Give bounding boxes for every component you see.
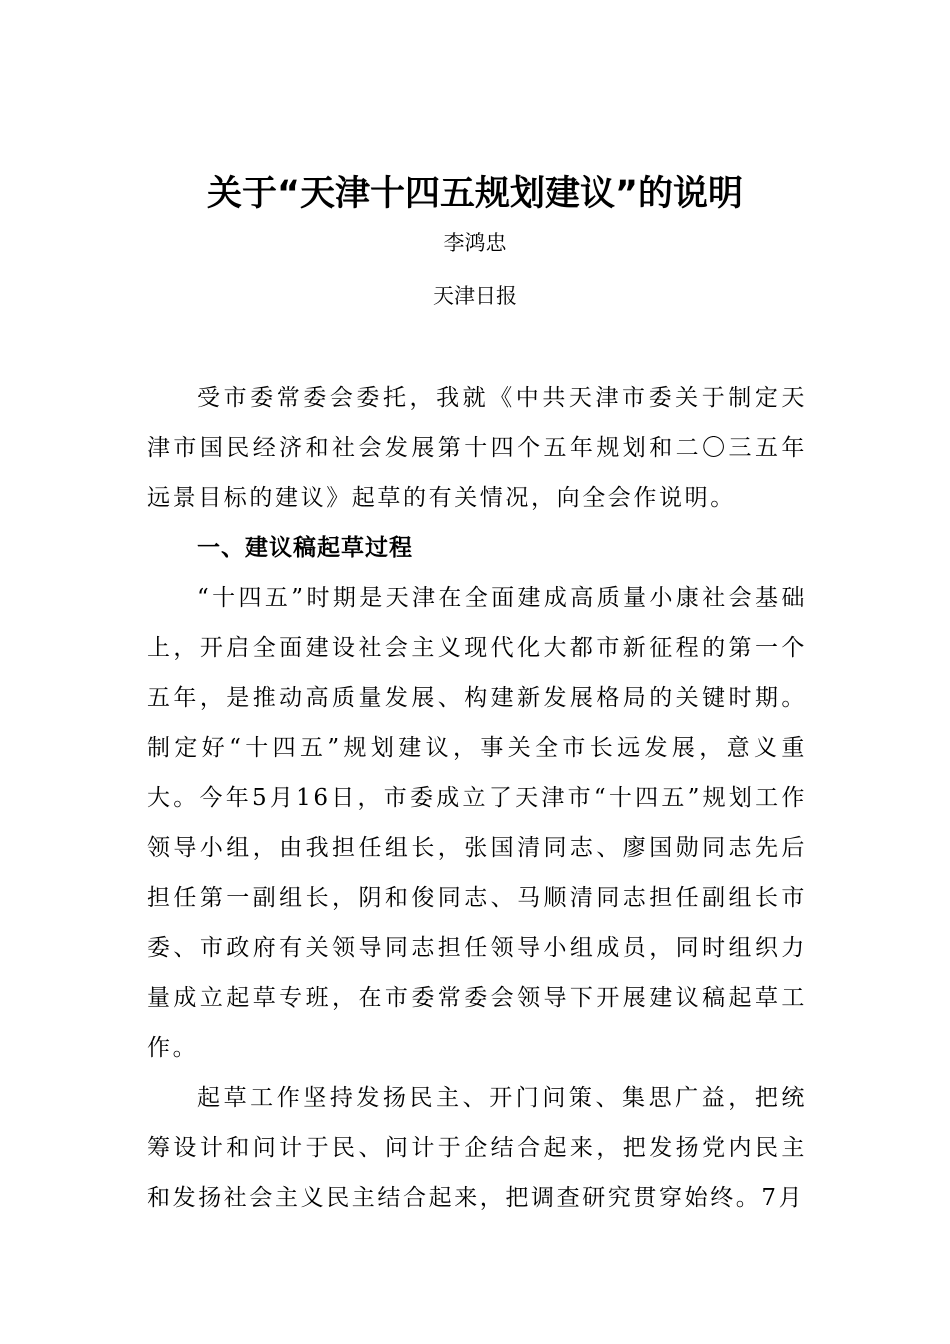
intro-paragraph: 受市委常委会委托，我就《中共天津市委关于制定天津市国民经济和社会发展第十四个五年规划和二〇三五年远景目标的建议》起草的有关情况，向全会作说明。	[147, 385, 807, 511]
section-heading: 一、建议稿起草过程	[197, 535, 413, 561]
body-paragraph: “十四五”时期是天津在全面建成高质量小康社会基础上，开启全面建设社会主义现代化大都市新征程的第一个五年，是推动高质量发展、构建新发展格局的关键时期。制定好“十四五”规划建议，事关全市长远发展，意义重大。今年5月16日，市委成立了天津市“十四五”规划工作领导小组，由我担任组长，张国清同志、廖国勋同志先后担任第一副组长，阴和俊同志、马顺清同志担任副组长市委、市政府有关领导同志担任领导小组成员，同时组织力量成立起草专班，在市委常委会领导下开展建议稿起草工作。	[147, 585, 807, 1061]
author-name: 李鸿忠	[443, 231, 507, 255]
document-title: 关于“天津十四五规划建议”的说明	[206, 174, 743, 214]
body-paragraph: 起草工作坚持发扬民主、开门问策、集思广益，把统筹设计和问计于民、问计于企结合起来，把发扬党内民主和发扬社会主义民主结合起来，把调查研究贯穿始终。7月	[147, 1085, 807, 1211]
document-body	[147, 373, 807, 1223]
publication-source: 天津日报	[433, 284, 517, 308]
